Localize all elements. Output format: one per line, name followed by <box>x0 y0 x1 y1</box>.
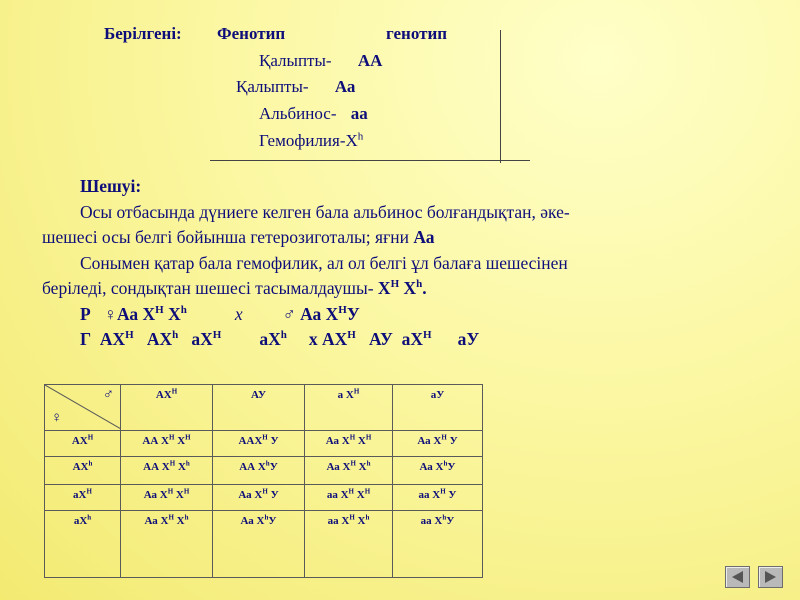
punnett-row <box>45 457 483 484</box>
given-horizontal-divider <box>210 160 530 161</box>
gamete-sup: Н <box>423 329 432 342</box>
gamete-sup: Н <box>212 329 222 342</box>
given-phenotype: Қалыпты- <box>259 51 332 70</box>
gamete-sup: h <box>280 329 287 342</box>
solution-para1-line2 <box>42 225 732 251</box>
solution-para2-line1: Сонымен қатар бала гемофилик, ал ол белгі ұл балаға шешесінен <box>80 252 568 273</box>
given-phenotype: Гемофилия- <box>259 131 346 150</box>
punnett-cell: Аа $Х^hУ$ <box>213 510 305 577</box>
para2-text: беріледі, сондықтан шешесі тасымалдаушы- <box>42 278 378 298</box>
gamete: АХ <box>99 329 126 349</box>
next-arrow-icon <box>759 567 782 587</box>
male-icon: ♂ <box>102 387 114 403</box>
gamete: аУ <box>457 329 480 349</box>
para2-end: . <box>422 278 427 298</box>
gamete: АХ <box>321 329 348 349</box>
punnett-cell: аа $Х^Н$ $Х^h$ <box>305 510 393 577</box>
punnett-cell: аа $Х^Н$ $Х^Н$ <box>305 484 393 510</box>
gametes-line <box>42 327 732 353</box>
given-vertical-divider <box>500 30 501 163</box>
solution-para1-line1: Осы отбасында дүниеге келген бала альбинос болғандықтан, әке- <box>80 201 570 222</box>
female-gamete-header: $аХ^Н$ <box>45 484 121 510</box>
punnett-cell: аа $Х^Н$ У <box>393 484 483 510</box>
punnett-header-row <box>45 385 483 431</box>
gamete-sup: Н <box>347 329 356 342</box>
cross-line <box>42 302 732 328</box>
solution-para2-line2 <box>42 276 732 302</box>
para2-sup: h <box>416 278 423 291</box>
gametes-x: х <box>308 329 318 349</box>
given-genotype: аа <box>350 104 368 123</box>
female-icon: ♀ <box>103 303 117 324</box>
given-genotype: Х <box>345 131 358 150</box>
given-row-3 <box>259 104 368 124</box>
given-genotype: АА <box>357 51 383 70</box>
female-sup: Н <box>155 303 164 316</box>
gamete-sup: Н <box>125 329 134 342</box>
para1-answer: Аа <box>413 227 435 247</box>
phenotype-header: Фенотип <box>217 24 286 43</box>
gamete: АХ <box>146 329 173 349</box>
female-genotype: Аа Х <box>116 303 156 324</box>
male-sup: Н <box>338 303 347 316</box>
prev-arrow-icon <box>726 567 749 587</box>
punnett-cell: Аа $Х^Н$ $Х^Н$ <box>121 484 213 510</box>
given-row-2 <box>236 77 355 97</box>
punnett-cell: Аа $Х^Н$ У <box>393 431 483 457</box>
given-phenotype: Альбинос- <box>259 104 337 123</box>
para2-gen: Х <box>399 278 417 298</box>
male-gamete-header: аУ <box>393 385 483 431</box>
male-genotype: У <box>346 303 360 324</box>
para2-sup: Н <box>390 278 400 291</box>
female-icon: ♀ <box>51 410 63 427</box>
punnett-cell: Аа $Х^hУ$ <box>393 457 483 484</box>
gamete: аХ <box>259 329 281 349</box>
punnett-cell: Аа $Х^Н$ $Х^h$ <box>121 510 213 577</box>
female-sup: h <box>180 303 187 316</box>
punnett-row <box>45 510 483 577</box>
given-row-4 <box>259 131 363 151</box>
female-genotype: Х <box>163 303 181 324</box>
punnett-cell: АА $Х^hУ$ <box>213 457 305 484</box>
cross-x: х <box>234 303 243 324</box>
male-gamete-header: а $Х^Н$ <box>305 385 393 431</box>
male-gamete-header: АУ <box>213 385 305 431</box>
gamete-sup: h <box>172 329 179 342</box>
punnett-cell: $ААХ^Н$ У <box>213 431 305 457</box>
prev-slide-button[interactable] <box>725 566 750 588</box>
given-genotype: Аа <box>334 77 356 96</box>
male-icon: ♂ <box>282 303 296 324</box>
solution-block <box>42 174 732 353</box>
punnett-table <box>44 384 483 578</box>
para1-text: шешесі осы белгі бойынша гетерозиготалы; яғни <box>42 227 414 247</box>
given-row-1 <box>259 51 382 71</box>
punnett-row <box>45 431 483 457</box>
gametes-label: Г <box>80 329 92 349</box>
punnett-row <box>45 484 483 510</box>
punnett-cell: АА $Х^Н$ $Х^Н$ <box>121 431 213 457</box>
para2-gen: Х <box>377 278 391 298</box>
given-label: Берілгені: <box>104 24 182 43</box>
punnett-cell: Аа $Х^Н$ У <box>213 484 305 510</box>
given-phenotype: Қалыпты- <box>236 77 309 96</box>
female-gamete-header: $АХ^h$ <box>45 457 121 484</box>
male-gamete-header: $АХ^Н$ <box>121 385 213 431</box>
punnett-corner-cell <box>45 385 121 431</box>
punnett-cell: Аа $Х^Н$ $Х^h$ <box>305 457 393 484</box>
cross-p-label: Р <box>80 303 91 324</box>
solution-heading: Шешуі: <box>80 176 142 196</box>
gamete: АУ <box>368 329 393 349</box>
female-gamete-header: $аХ^h$ <box>45 510 121 577</box>
punnett-cell: аа $Х^hУ$ <box>393 510 483 577</box>
genotype-header: генотип <box>386 24 448 43</box>
next-slide-button[interactable] <box>758 566 783 588</box>
punnett-cell: АА $Х^Н$ $Х^h$ <box>121 457 213 484</box>
gamete: аХ <box>401 329 424 349</box>
female-gamete-header: $АХ^Н$ <box>45 431 121 457</box>
punnett-cell: Аа $Х^Н$ $Х^Н$ <box>305 431 393 457</box>
gamete: аХ <box>191 329 213 349</box>
male-genotype: Аа Х <box>295 303 339 324</box>
given-genotype-sup: h <box>357 130 364 143</box>
